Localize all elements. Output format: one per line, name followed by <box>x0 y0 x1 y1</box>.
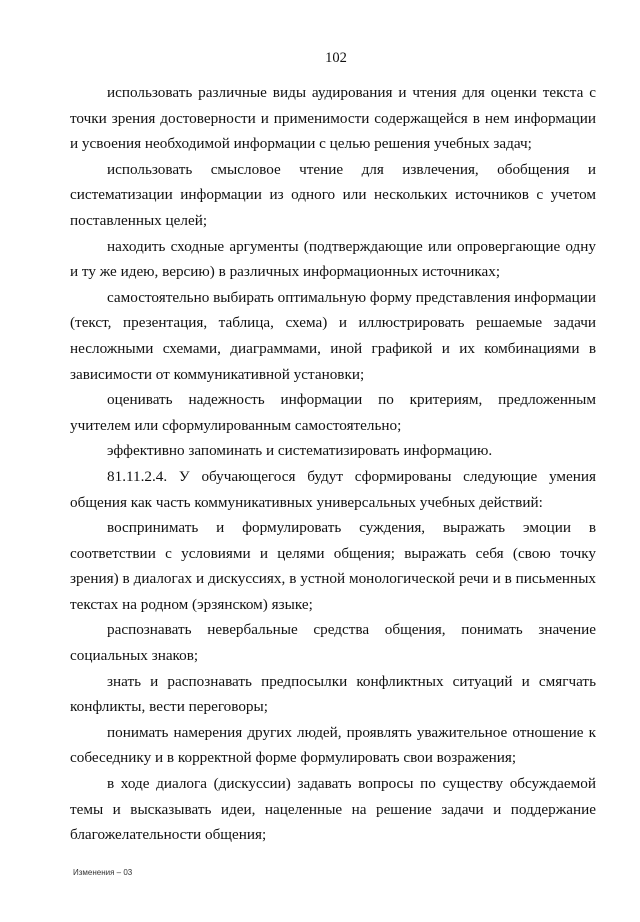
page-number: 102 <box>325 50 347 66</box>
paragraph: в ходе диалога (дискуссии) задавать вопросы по существу обсуждаемой темы и высказывать идеи, нацеленные на решение задачи и поддержание благожелательности общения; <box>70 775 596 844</box>
body-text <box>70 80 596 848</box>
paragraph: понимать намерения других людей, проявлять уважительное отношение к собеседнику и в корректной форме формулировать свои возражения; <box>70 723 596 767</box>
paragraph: распознавать невербальные средства общения, понимать значение социальных знаков; <box>70 621 596 665</box>
paragraph: использовать смысловое чтение для извлечения, обобщения и систематизации информации из одного или нескольких источников с учетом поставленных целей; <box>70 160 596 229</box>
footer-revision-note: Изменения – 03 <box>73 868 133 877</box>
paragraph: эффективно запоминать и систематизировать информацию. <box>107 442 493 460</box>
paragraph: воспринимать и формулировать суждения, выражать эмоции в соответствии с условиями и целями общения; выражать себя (свою точку зрения) в диалогах и дискуссиях, в устной монологической речи и в письменных текстах на родном (эрзянском) языке; <box>70 519 596 613</box>
paragraph: самостоятельно выбирать оптимальную форму представления информации (текст, презентация, таблица, схема) и иллюстрировать решаемые задачи несложными схемами, диаграммами, иной графикой и их комбинациями в зависимости от коммуникативной установки; <box>70 288 596 383</box>
paragraph: оценивать надежность информации по критериям, предложенным учителем или сформулированным самостоятельно; <box>70 391 596 434</box>
paragraph: знать и распознавать предпосылки конфликтных ситуаций и смягчать конфликты, вести переговоры; <box>70 672 596 716</box>
paragraph: 81.11.2.4. У обучающегося будут сформированы следующие умения общения как часть коммуникативных универсальных учебных действий: <box>70 467 596 511</box>
paragraph: использовать различные виды аудирования и чтения для оценки текста с точки зрения достоверности и применимости содержащейся в нем информации и усвоения необходимой информации с целью решения учебных задач; <box>70 84 596 153</box>
paragraph: находить сходные аргументы (подтверждающие или опровергающие одну и ту же идею, версию) в различных информационных источниках; <box>70 237 596 281</box>
